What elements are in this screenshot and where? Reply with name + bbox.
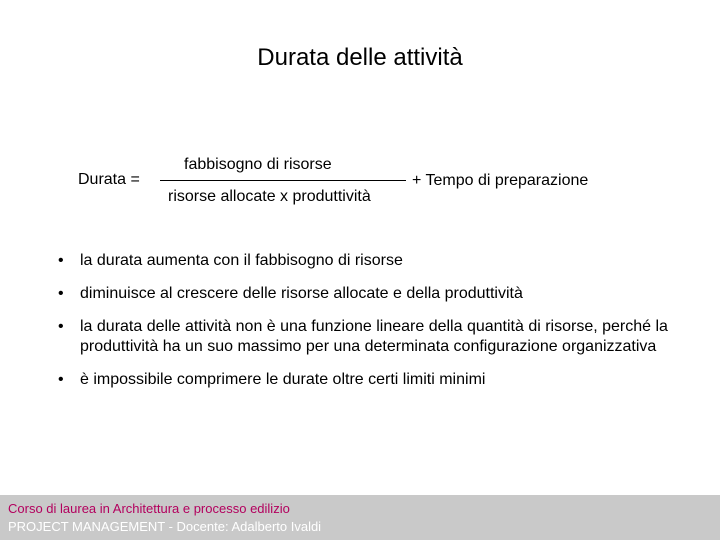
slide-title: Durata delle attività: [257, 44, 463, 71]
fraction-line: [160, 180, 406, 181]
formula-rhs: + Tempo di preparazione: [412, 172, 589, 189]
footer-lecturer: PROJECT MANAGEMENT - Docente: Adalberto Ivaldi: [8, 519, 322, 534]
formula-numerator: fabbisogno di risorse: [184, 156, 332, 173]
footer-bar: [0, 495, 720, 540]
bullet-item: • diminuisce al crescere delle risorse allocate e della produttività: [56, 284, 686, 304]
bullet-item: • è impossibile comprimere le durate oltre certi limiti minimi: [56, 370, 686, 390]
formula-denominator: risorse allocate x produttività: [168, 188, 371, 205]
duration-formula: [0, 150, 720, 220]
bullet-list: [56, 251, 686, 403]
bullet-item: • la durata aumenta con il fabbisogno di risorse: [56, 251, 686, 271]
bullet-item: • la durata delle attività non è una funzione lineare della quantità di risorse, perché la produttività ha un suo massimo per una determinata configurazione organizzativa: [56, 317, 686, 357]
footer-course: Corso di laurea in Architettura e processo edilizio: [8, 501, 290, 516]
formula-lhs: Durata =: [78, 171, 140, 188]
